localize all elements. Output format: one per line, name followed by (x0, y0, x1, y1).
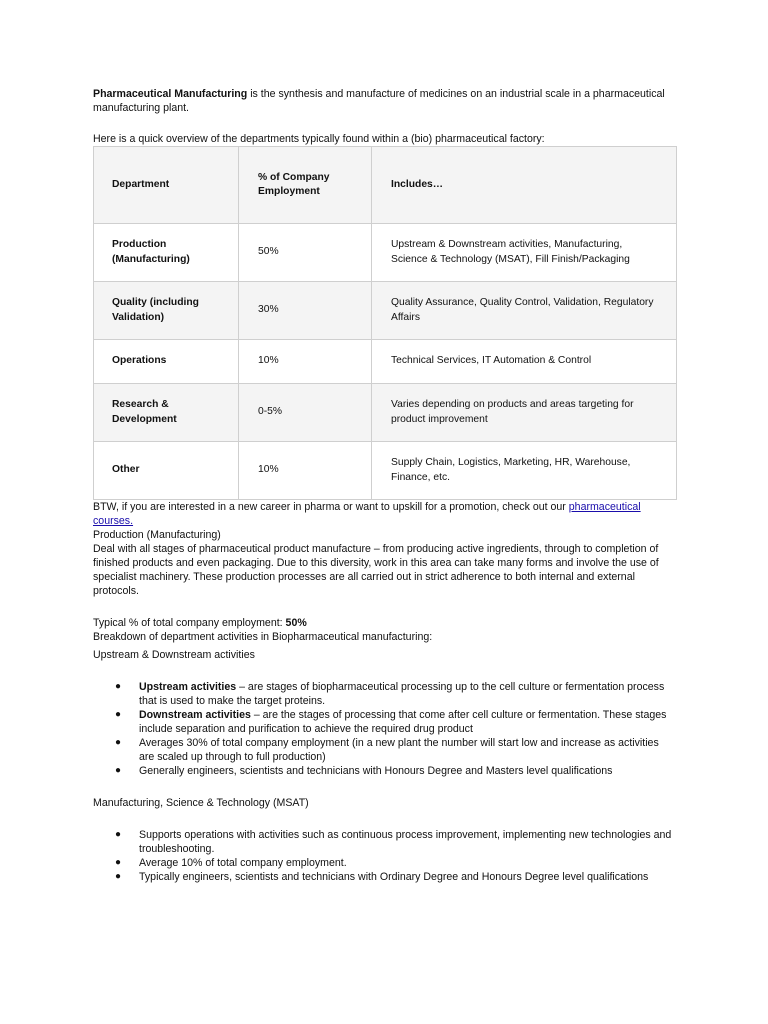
cell-includes: Technical Services, IT Automation & Control (372, 340, 677, 384)
updown-list (93, 680, 676, 778)
intro-bold-term: Pharmaceutical Manufacturing (93, 88, 248, 100)
cell-department: Research & Development (94, 384, 239, 442)
list-item (115, 736, 676, 764)
table-row (94, 384, 677, 442)
bullet-icon: ● (115, 857, 122, 868)
cell-includes: Quality Assurance, Quality Control, Validation, Regulatory Affairs (372, 282, 677, 340)
production-heading: Production (Manufacturing) (93, 529, 221, 541)
list-item (115, 828, 676, 856)
cell-department: Quality (including Validation) (94, 282, 239, 340)
cell-department: Production (Manufacturing) (94, 224, 239, 282)
list-item-text: Supports operations with activities such as continuous process improvement, implementing new technologies and troubleshooting. (139, 829, 672, 855)
typical-label: Typical % of total company employment: (93, 617, 286, 629)
header-department: Department (94, 147, 239, 224)
list-item-text: Averages 30% of total company employment (in a new plant the number will start low and increase as activities are scaled up through to full production) (139, 737, 659, 763)
bullet-icon: ● (115, 709, 122, 720)
cell-department: Other (94, 442, 239, 500)
btw-text: BTW, if you are interested in a new career in pharma or want to upskill for a promotion, check out our (93, 501, 569, 513)
cell-includes: Upstream & Downstream activities, Manufacturing, Science & Technology (MSAT), Fill Finish/Packaging (372, 224, 677, 282)
list-item (115, 856, 676, 870)
pharmaceutical-courses-link[interactable]: pharmaceutical courses. (93, 501, 641, 527)
bullet-icon: ● (115, 829, 122, 840)
bullet-icon: ● (115, 737, 122, 748)
intro-paragraph (93, 87, 676, 115)
bullet-icon: ● (115, 871, 122, 882)
list-item-text: – are stages of biopharmaceutical processing up to the cell culture or fermentation process that is used to make the target proteins. (139, 681, 665, 707)
intro-text: is the synthesis and manufacture of medicines on an industrial scale in a pharmaceutical manufacturing plant. (93, 88, 665, 114)
cell-employment: 10% (239, 340, 372, 384)
updown-heading: Upstream & Downstream activities (93, 649, 255, 661)
header-includes: Includes… (372, 147, 677, 224)
breakdown-text: Breakdown of department activities in Biopharmaceutical manufacturing: (93, 631, 433, 643)
list-item (115, 680, 676, 708)
cell-employment: 50% (239, 224, 372, 282)
header-employment: % of Company Employment (239, 147, 372, 224)
cell-employment: 10% (239, 442, 372, 500)
table-row (94, 224, 677, 282)
cell-employment: 0-5% (239, 384, 372, 442)
cell-employment: 30% (239, 282, 372, 340)
list-item (115, 764, 676, 778)
list-item-text: Generally engineers, scientists and technicians with Honours Degree and Masters level qualifications (139, 765, 613, 777)
table-row (94, 282, 677, 340)
list-item-bold: Upstream activities (139, 681, 237, 693)
table-lead-text: Here is a quick overview of the departments typically found within a (bio) pharmaceutical factory: (93, 133, 545, 145)
typical-value: 50% (285, 617, 307, 629)
table-row (94, 442, 677, 500)
msat-heading: Manufacturing, Science & Technology (MSAT) (93, 797, 309, 809)
table-header-row (94, 147, 677, 224)
list-item (115, 870, 676, 884)
bullet-icon: ● (115, 765, 122, 776)
table-row (94, 340, 677, 384)
btw-paragraph (93, 500, 676, 528)
list-item-text: – are the stages of processing that come after cell culture or fermentation. These stages include separation and purification to achieve the required drug product (139, 709, 667, 735)
typical-employment (93, 616, 676, 630)
list-item-text: Typically engineers, scientists and technicians with Ordinary Degree and Honours Degree level qualifications (139, 871, 649, 883)
list-item-text: Average 10% of total company employment. (139, 857, 347, 869)
cell-department: Operations (94, 340, 239, 384)
production-body: Deal with all stages of pharmaceutical product manufacture – from producing active ingredients, through to completion of finished products and even packaging. Due to this diversity, work in this area can take many forms and involve the use of specialist machinery. These production processes are all carried out in strict adherence to both internal and external protocols. (93, 543, 659, 597)
msat-list (93, 828, 676, 884)
departments-table (93, 146, 677, 500)
document-body (93, 87, 676, 884)
cell-includes: Varies depending on products and areas targeting for product improvement (372, 384, 677, 442)
cell-includes: Supply Chain, Logistics, Marketing, HR, Warehouse, Finance, etc. (372, 442, 677, 500)
list-item (115, 708, 676, 736)
bullet-icon: ● (115, 681, 122, 692)
list-item-bold: Downstream activities (139, 709, 251, 721)
